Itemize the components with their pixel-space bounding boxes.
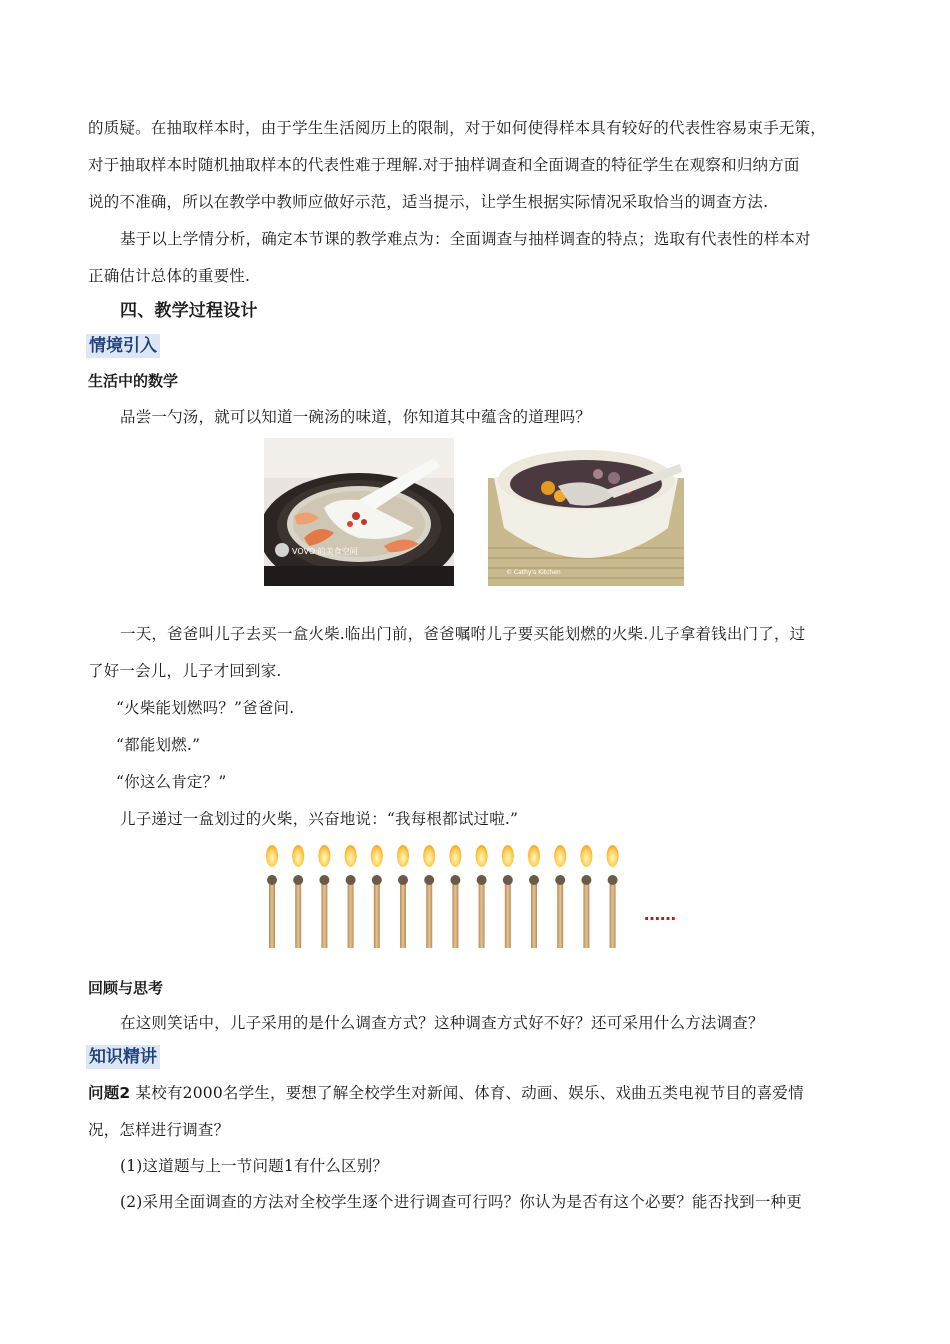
match-stick: [423, 845, 435, 948]
review-question: 在这则笑话中，儿子采用的是什么调查方式？这种调查方式好不好？还可采用什么方法调查？: [120, 1014, 764, 1032]
match-head: [581, 875, 591, 885]
match-head: [529, 875, 539, 885]
paragraph-line: 对于抽取样本时随机抽取样本的代表性难于理解.对于抽样调查和全面调查的特征学生在观察和归纳方面: [88, 156, 800, 174]
match-body: [531, 884, 537, 948]
match-body: [295, 884, 301, 948]
problem-text: 某校有2000名学生，要想了解全校学生对新闻、体育、动画、娱乐、戏曲五类电视节目的喜爱情: [135, 1084, 804, 1102]
story-line: “都能划燃.”: [116, 736, 201, 754]
flame-icon: [502, 845, 514, 867]
match-stick: [502, 845, 514, 948]
flame-icon: [371, 845, 383, 867]
section-title: 四、教学过程设计: [120, 301, 258, 321]
flame-icon: [423, 845, 435, 867]
match-stick: [449, 845, 461, 948]
story-line: 了好一会儿，儿子才回到家.: [88, 662, 282, 680]
soup-question: 品尝一勺汤，就可以知道一碗汤的味道，你知道其中蕴含的道理吗？: [120, 408, 592, 426]
flame-icon: [318, 845, 330, 867]
match-stick: [292, 845, 304, 948]
match-stick: [476, 845, 488, 948]
match-body: [400, 884, 406, 948]
match-body: [269, 884, 275, 948]
match-body: [374, 884, 380, 948]
photo-watermark: © Cathy's Kitchen: [506, 569, 561, 576]
match-head: [372, 875, 382, 885]
flame-icon: [607, 845, 619, 867]
matches-ellipsis: ……: [644, 905, 676, 924]
story-line: 一天，爸爸叫儿子去买一盒火柴.临出门前，爸爸嘱咐儿子要买能划燃的火柴.儿子拿着钱出门了，过: [120, 625, 806, 643]
sub-heading-life-math: 生活中的数学: [88, 372, 179, 390]
flame-icon: [449, 845, 461, 867]
match-stick: [371, 845, 383, 948]
problem2-question: (1)这道题与上一节问题1有什么区别？: [120, 1157, 389, 1175]
story-line: 儿子递过一盒划过的火柴，兴奋地说：“我每根都试过啦.”: [120, 810, 519, 828]
match-head: [477, 875, 487, 885]
flame-icon: [554, 845, 566, 867]
flame-icon: [528, 845, 540, 867]
match-stick: [607, 845, 619, 948]
match-head: [346, 875, 356, 885]
paragraph-line: 基于以上学情分析，确定本节课的教学难点为：全面调查与抽样调查的特点；选取有代表性的样本对: [120, 230, 811, 248]
paragraph-line: 的质疑。在抽取样本时，由于学生生活阅历上的限制，对于如何使得样本具有较好的代表性容易束手无策，: [88, 119, 826, 137]
match-stick: [266, 845, 278, 948]
match-head: [267, 875, 277, 885]
match-stick: [345, 845, 357, 948]
problem2-line: 况，怎样进行调查？: [88, 1121, 230, 1139]
bean-soup-photo: [488, 438, 684, 586]
flame-icon: [266, 845, 278, 867]
flame-icon: [476, 845, 488, 867]
match-stick: [528, 845, 540, 948]
match-head: [555, 875, 565, 885]
match-body: [321, 884, 327, 948]
match-head: [608, 875, 618, 885]
flame-icon: [345, 845, 357, 867]
match-head: [424, 875, 434, 885]
sub-heading-review: 回顾与思考: [88, 979, 164, 997]
section-tag-intro: 情境引入: [86, 334, 160, 358]
flame-icon: [397, 845, 409, 867]
match-body: [583, 884, 589, 948]
story-line: “你这么肯定？”: [116, 773, 227, 791]
photo-watermark: VOVO 的美食空间: [292, 547, 358, 556]
match-body: [505, 884, 511, 948]
match-body: [426, 884, 432, 948]
match-head: [503, 875, 513, 885]
burnt-matches-illustration: [262, 842, 702, 952]
match-body: [479, 884, 485, 948]
flame-icon: [292, 845, 304, 867]
flame-icon: [580, 845, 592, 867]
match-body: [557, 884, 563, 948]
match-stick: [580, 845, 592, 948]
problem-label: 问题: [88, 1084, 120, 1102]
match-head: [293, 875, 303, 885]
match-body: [348, 884, 354, 948]
match-body: [452, 884, 458, 948]
shrimp-soup-photo: [264, 438, 454, 586]
problem2-line: [88, 1083, 878, 1103]
paragraph-line: 正确估计总体的重要性.: [88, 267, 251, 285]
match-stick: [397, 845, 409, 948]
match-head: [398, 875, 408, 885]
problem2-question: (2)采用全面调查的方法对全校学生逐个进行调查可行吗？你认为是否有这个必要？能否找到一种更: [120, 1193, 802, 1211]
match-head: [450, 875, 460, 885]
match-stick: [554, 845, 566, 948]
match-head: [319, 875, 329, 885]
story-line: “火柴能划燃吗？”爸爸问.: [116, 699, 295, 717]
section-tag-knowledge: 知识精讲: [86, 1045, 160, 1069]
problem-number: 2: [119, 1084, 131, 1102]
match-stick: [318, 845, 330, 948]
match-body: [610, 884, 616, 948]
paragraph-line: 说的不准确，所以在教学中教师应做好示范，适当提示，让学生根据实际情况采取恰当的调查方法.: [88, 193, 769, 211]
